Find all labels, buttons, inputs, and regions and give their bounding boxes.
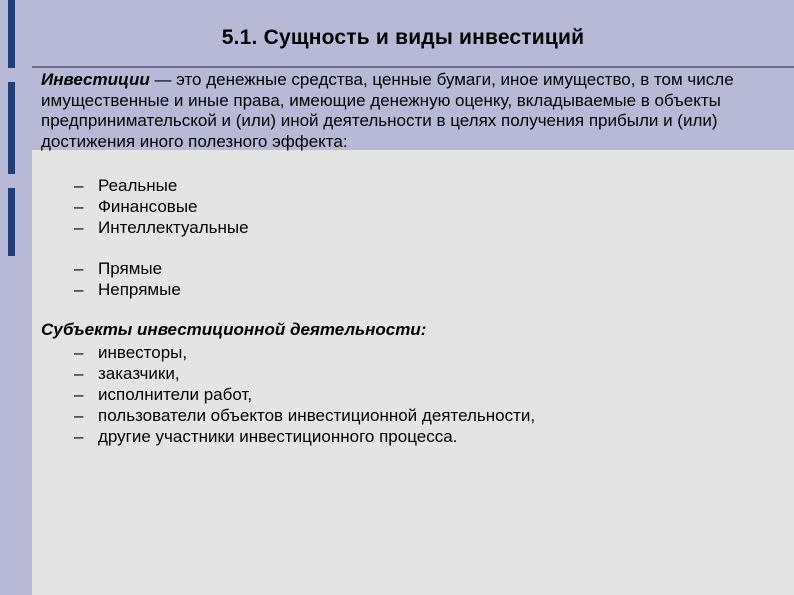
left-sidebar [0,0,32,595]
list-item: – пользователи объектов инвестиционной деятельности, [74,406,536,425]
dash-marker: – [74,176,84,195]
list-item: – инвесторы, [74,343,188,362]
list-item: – Интеллектуальные [74,218,249,237]
dash-marker: – [74,197,84,216]
dash-marker: – [74,385,84,404]
list-item: – Непрямые [74,280,181,299]
dash-marker: – [74,364,84,383]
subjects-heading: Субъекты инвестиционной деятельности: [41,320,427,339]
accent-bar [8,188,15,256]
subjects-list [74,342,535,447]
investment-types-list-2 [74,258,181,300]
investment-types-list-1 [74,175,249,238]
slide-title: 5.1. Сущность и виды инвестиций [221,26,585,49]
list-item: – заказчики, [74,364,180,383]
definition-term: Инвестиции [41,70,150,89]
dash-marker: – [74,280,84,299]
list-item: – Реальные [74,176,178,195]
dash-marker: – [74,406,84,425]
list-item: – другие участники инвестиционного процесса. [74,427,458,446]
definition-text: — это денежные средства, ценные бумаги, иное имущество, в том числе имущественные и иные права, имеющие денежную оценку, вкладываемые в объекты предпринимательской и (или) иной деятельности в целях получения прибыли и (или) достижения иного полезного эффекта: [41,70,734,151]
definition-paragraph [41,70,771,152]
list-item: – исполнители работ, [74,385,253,404]
list-item: – Прямые [74,259,163,278]
dash-marker: – [74,218,84,237]
dash-marker: – [74,427,84,446]
list-item: – Финансовые [74,197,198,216]
dash-marker: – [74,343,84,362]
dash-marker: – [74,259,84,278]
title-divider [32,66,794,68]
accent-bar [8,82,15,174]
